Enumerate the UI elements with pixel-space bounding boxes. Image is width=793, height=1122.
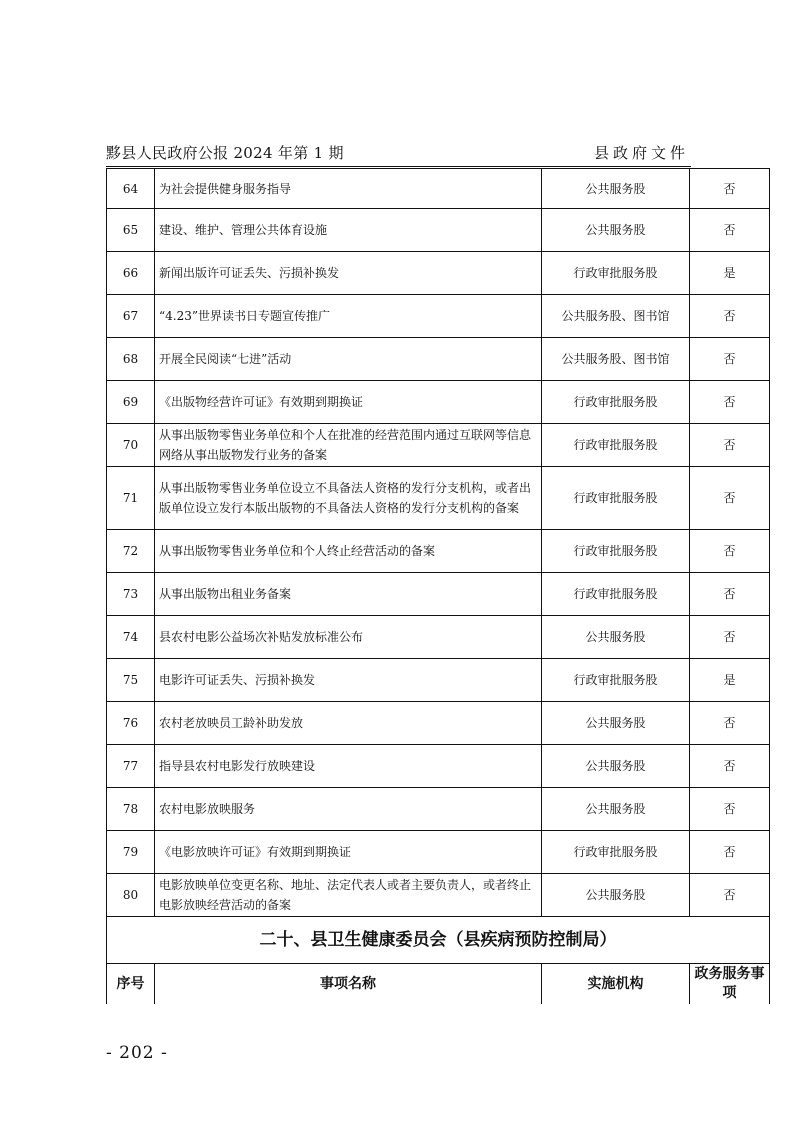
item-name: 从事出版物零售业务单位和个人在批准的经营范围内通过互联网等信息网络从事出版物发行业务的备案 — [155, 424, 542, 467]
government-service-flag: 是 — [690, 659, 770, 702]
implementing-agency: 行政审批服务股 — [542, 530, 690, 573]
page-header — [106, 140, 691, 167]
service-items-table — [106, 168, 770, 1004]
government-service-flag: 否 — [690, 788, 770, 831]
row-number: 69 — [107, 381, 155, 424]
column-header-row — [107, 964, 770, 1005]
implementing-agency: 公共服务股 — [542, 788, 690, 831]
implementing-agency: 行政审批服务股 — [542, 659, 690, 702]
table-row — [107, 616, 770, 659]
table-row — [107, 467, 770, 530]
table-row — [107, 381, 770, 424]
row-number: 73 — [107, 573, 155, 616]
item-name: 《电影放映许可证》有效期到期换证 — [155, 831, 542, 874]
table-row — [107, 659, 770, 702]
column-header-agency: 实施机构 — [542, 964, 690, 1005]
table-row — [107, 874, 770, 917]
government-service-flag: 是 — [690, 252, 770, 295]
row-number: 71 — [107, 467, 155, 530]
implementing-agency: 公共服务股 — [542, 745, 690, 788]
page-number: - 202 - — [106, 1043, 168, 1063]
government-service-flag: 否 — [690, 467, 770, 530]
row-number: 78 — [107, 788, 155, 831]
table-row — [107, 831, 770, 874]
item-name: 从事出版物零售业务单位和个人终止经营活动的备案 — [155, 530, 542, 573]
row-number: 65 — [107, 209, 155, 252]
table-row — [107, 702, 770, 745]
table-row — [107, 573, 770, 616]
implementing-agency: 行政审批服务股 — [542, 252, 690, 295]
item-name: 《出版物经营许可证》有效期到期换证 — [155, 381, 542, 424]
government-service-flag: 否 — [690, 874, 770, 917]
table-row — [107, 745, 770, 788]
government-service-flag: 否 — [690, 424, 770, 467]
row-number: 74 — [107, 616, 155, 659]
row-number: 75 — [107, 659, 155, 702]
row-number: 72 — [107, 530, 155, 573]
item-name: 电影许可证丢失、污损补换发 — [155, 659, 542, 702]
table-row — [107, 338, 770, 381]
item-name: 从事出版物零售业务单位设立不具备法人资格的发行分支机构，或者出版单位设立发行本版出版物的不具备法人资格的发行分支机构的备案 — [155, 467, 542, 530]
government-service-flag: 否 — [690, 616, 770, 659]
section-heading-row — [107, 917, 770, 964]
government-service-flag: 否 — [690, 702, 770, 745]
implementing-agency: 行政审批服务股 — [542, 424, 690, 467]
row-number: 68 — [107, 338, 155, 381]
government-service-flag: 否 — [690, 530, 770, 573]
implementing-agency: 公共服务股、图书馆 — [542, 295, 690, 338]
gazette-title: 黟县人民政府公报 2024 年第 1 期 — [106, 144, 344, 162]
column-header-service-flag: 政务服务事项 — [690, 964, 770, 1005]
table-row — [107, 169, 770, 209]
implementing-agency: 公共服务股 — [542, 209, 690, 252]
table-row — [107, 252, 770, 295]
item-name: 建设、维护、管理公共体育设施 — [155, 209, 542, 252]
government-service-flag: 否 — [690, 573, 770, 616]
row-number: 80 — [107, 874, 155, 917]
government-service-flag: 否 — [690, 338, 770, 381]
implementing-agency: 公共服务股 — [542, 169, 690, 209]
row-number: 77 — [107, 745, 155, 788]
government-service-flag: 否 — [690, 169, 770, 209]
government-service-flag: 否 — [690, 831, 770, 874]
government-service-flag: 否 — [690, 295, 770, 338]
row-number: 66 — [107, 252, 155, 295]
table-row — [107, 424, 770, 467]
government-service-flag: 否 — [690, 209, 770, 252]
row-number: 70 — [107, 424, 155, 467]
item-name: 农村老放映员工龄补助发放 — [155, 702, 542, 745]
row-number: 64 — [107, 169, 155, 209]
implementing-agency: 公共服务股 — [542, 616, 690, 659]
implementing-agency: 行政审批服务股 — [542, 467, 690, 530]
row-number: 79 — [107, 831, 155, 874]
document-category: 县政府文件 — [593, 144, 689, 162]
implementing-agency: 行政审批服务股 — [542, 831, 690, 874]
implementing-agency: 公共服务股 — [542, 874, 690, 917]
item-name: 电影放映单位变更名称、地址、法定代表人或者主要负责人，或者终止电影放映经营活动的备案 — [155, 874, 542, 917]
implementing-agency: 公共服务股 — [542, 702, 690, 745]
item-name: 县农村电影公益场次补贴发放标准公布 — [155, 616, 542, 659]
item-name: 指导县农村电影发行放映建设 — [155, 745, 542, 788]
item-name: 农村电影放映服务 — [155, 788, 542, 831]
table-row — [107, 295, 770, 338]
item-name: 为社会提供健身服务指导 — [155, 169, 542, 209]
implementing-agency: 公共服务股、图书馆 — [542, 338, 690, 381]
row-number: 67 — [107, 295, 155, 338]
section-title: 二十、县卫生健康委员会（县疾病预防控制局） — [107, 917, 770, 964]
implementing-agency: 行政审批服务股 — [542, 381, 690, 424]
table-row — [107, 788, 770, 831]
column-header-item-name: 事项名称 — [155, 964, 542, 1005]
table-row — [107, 530, 770, 573]
government-service-flag: 否 — [690, 745, 770, 788]
item-name: 从事出版物出租业务备案 — [155, 573, 542, 616]
column-header-number: 序号 — [107, 964, 155, 1005]
item-name: 新闻出版许可证丢失、污损补换发 — [155, 252, 542, 295]
row-number: 76 — [107, 702, 155, 745]
item-name: “4.23”世界读书日专题宣传推广 — [155, 295, 542, 338]
table-row — [107, 209, 770, 252]
implementing-agency: 行政审批服务股 — [542, 573, 690, 616]
government-service-flag: 否 — [690, 381, 770, 424]
item-name: 开展全民阅读“七进”活动 — [155, 338, 542, 381]
